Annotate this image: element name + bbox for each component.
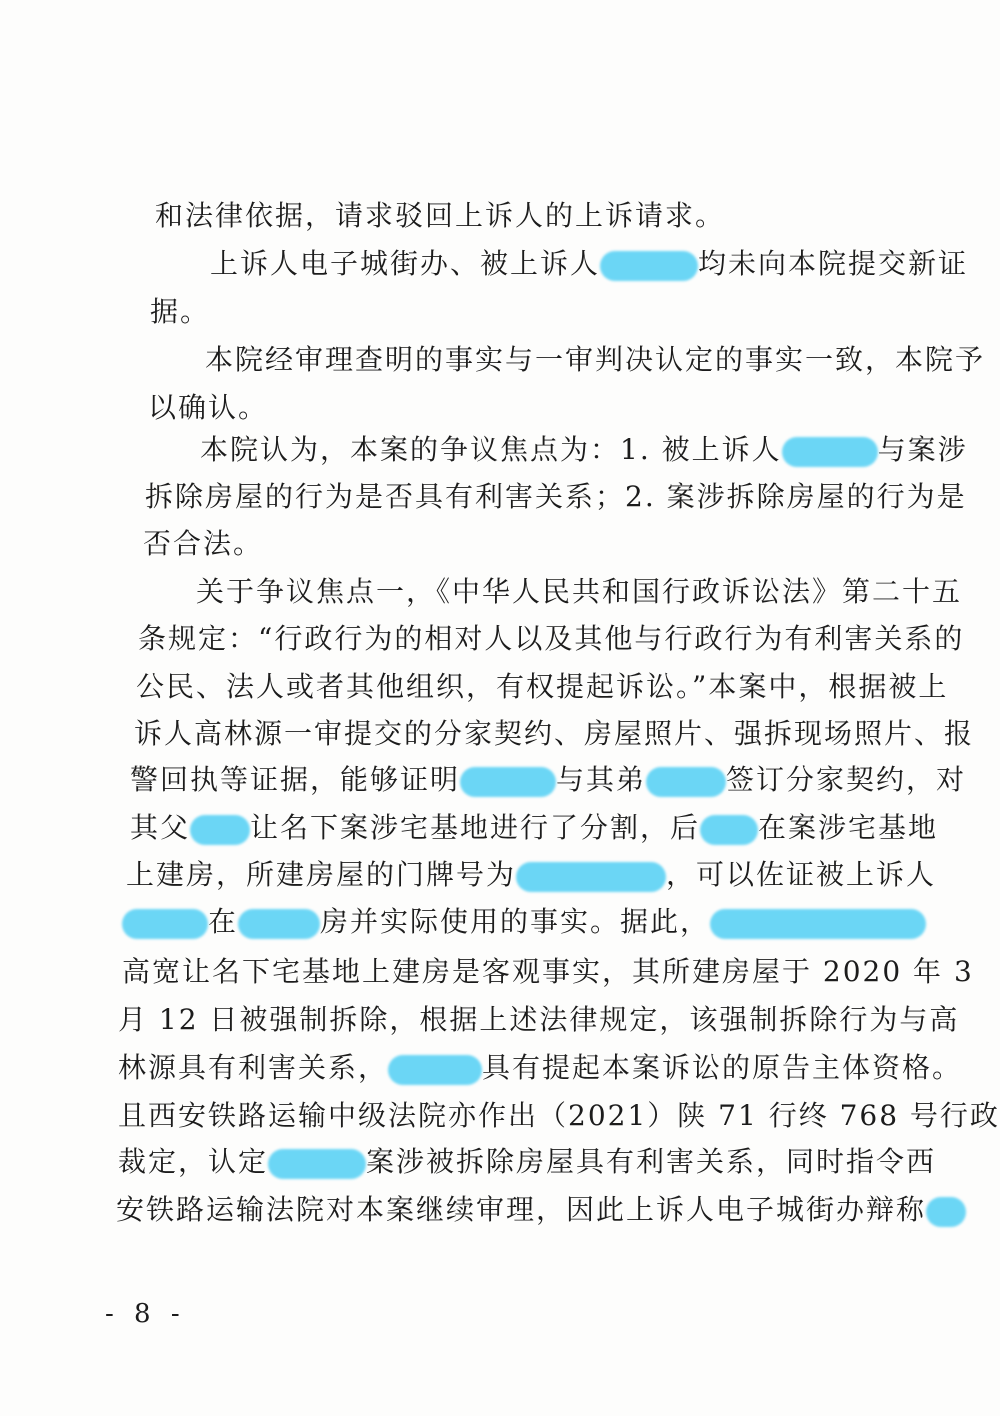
page-number: - 8 -: [105, 1299, 186, 1329]
redaction-mark: [700, 815, 758, 845]
text-line-14: [130, 808, 938, 848]
text-segment: 让名下案涉宅基地进行了分割，后: [250, 811, 701, 844]
text-line-9: [196, 572, 962, 612]
text-segment: 和法律依据，请求驳回上诉人的上诉请求。: [155, 199, 726, 232]
text-segment: 与案涉: [877, 433, 968, 466]
text-segment: 案涉被拆除房屋具有利害关系，同时指令西: [366, 1145, 937, 1178]
text-line-21: [118, 1142, 936, 1182]
text-segment: 月 12 日被强制拆除，根据上述法律规定，该强制拆除行为与高: [118, 1003, 960, 1036]
text-segment: 诉人高林源一审提交的分家契约、房屋照片、强拆现场照片、报: [134, 717, 975, 750]
text-segment: 签订分家契约，对: [726, 763, 967, 796]
text-line-16: [122, 902, 926, 942]
text-line-11: [136, 667, 948, 707]
redaction-mark: [600, 251, 698, 281]
text-segment: ，可以佐证被上诉人: [666, 858, 937, 891]
redaction-mark: [460, 767, 556, 797]
text-segment: 条规定：“行政行为的相对人以及其他与行政行为有利害关系的: [138, 622, 965, 655]
text-line-3: [150, 292, 210, 332]
text-line-18: [118, 1000, 959, 1040]
text-segment: 以确认。: [148, 391, 269, 424]
text-segment: 据。: [150, 295, 211, 328]
text-segment: 均未向本院提交新证: [698, 247, 969, 280]
text-line-15: [126, 855, 936, 895]
text-segment: 与其弟: [556, 763, 647, 796]
text-line-8: [143, 524, 263, 564]
redaction-mark: [268, 1149, 366, 1179]
text-line-17: [122, 952, 974, 992]
text-segment: 在案涉宅基地: [758, 811, 939, 844]
text-line-10: [138, 619, 964, 659]
text-line-6: [200, 430, 968, 470]
text-segment: 警回执等证据，能够证明: [130, 763, 461, 796]
text-line-1: [155, 196, 725, 236]
redaction-mark: [646, 767, 726, 797]
text-line-4: [205, 340, 985, 380]
redaction-mark: [190, 815, 250, 845]
text-segment: 裁定，认定: [118, 1145, 269, 1178]
text-segment: 具有提起本案诉讼的原告主体资格。: [482, 1051, 963, 1084]
text-segment: 本院经审理查明的事实与一审判决认定的事实一致，本院予: [205, 343, 986, 376]
text-segment: 拆除房屋的行为是否具有利害关系；2. 案涉拆除房屋的行为是: [145, 480, 967, 513]
text-segment: 公民、法人或者其他组织，有权提起诉讼。”本案中，根据被上: [136, 670, 949, 703]
redaction-mark: [516, 862, 666, 892]
text-line-12: [134, 714, 974, 754]
text-segment: 安铁路运输法院对本案继续审理，因此上诉人电子城街办辩称: [116, 1193, 927, 1226]
text-line-2: [210, 244, 968, 284]
text-line-19: [118, 1048, 962, 1088]
text-segment: 房并实际使用的事实。据此，: [320, 905, 711, 938]
redaction-mark: [238, 909, 320, 939]
text-line-5: [148, 388, 268, 428]
redaction-mark: [926, 1197, 966, 1227]
redaction-mark: [710, 909, 926, 939]
text-line-20: [118, 1096, 1000, 1136]
text-segment: 其父: [130, 811, 191, 844]
text-segment: 且西安铁路运输中级法院亦作出（2021）陕 71 行终 768 号行政: [118, 1099, 1000, 1132]
text-segment: 高宽让名下宅基地上建房是客观事实，其所建房屋于 2020 年 3: [122, 955, 974, 988]
text-segment: 林源具有利害关系，: [118, 1051, 389, 1084]
text-line-22: [116, 1190, 966, 1230]
text-segment: 上诉人电子城街办、被上诉人: [210, 247, 601, 280]
redaction-mark: [122, 909, 208, 939]
redaction-mark: [782, 437, 878, 467]
text-line-13: [130, 760, 966, 800]
text-segment: 上建房，所建房屋的门牌号为: [126, 858, 517, 891]
text-line-7: [145, 477, 967, 517]
text-segment: 否合法。: [143, 527, 264, 560]
redaction-mark: [388, 1055, 482, 1085]
text-segment: 在: [208, 905, 239, 938]
text-segment: 关于争议焦点一，《中华人民共和国行政诉讼法》第二十五: [196, 575, 963, 608]
text-segment: 本院认为，本案的争议焦点为：1. 被上诉人: [200, 433, 782, 466]
